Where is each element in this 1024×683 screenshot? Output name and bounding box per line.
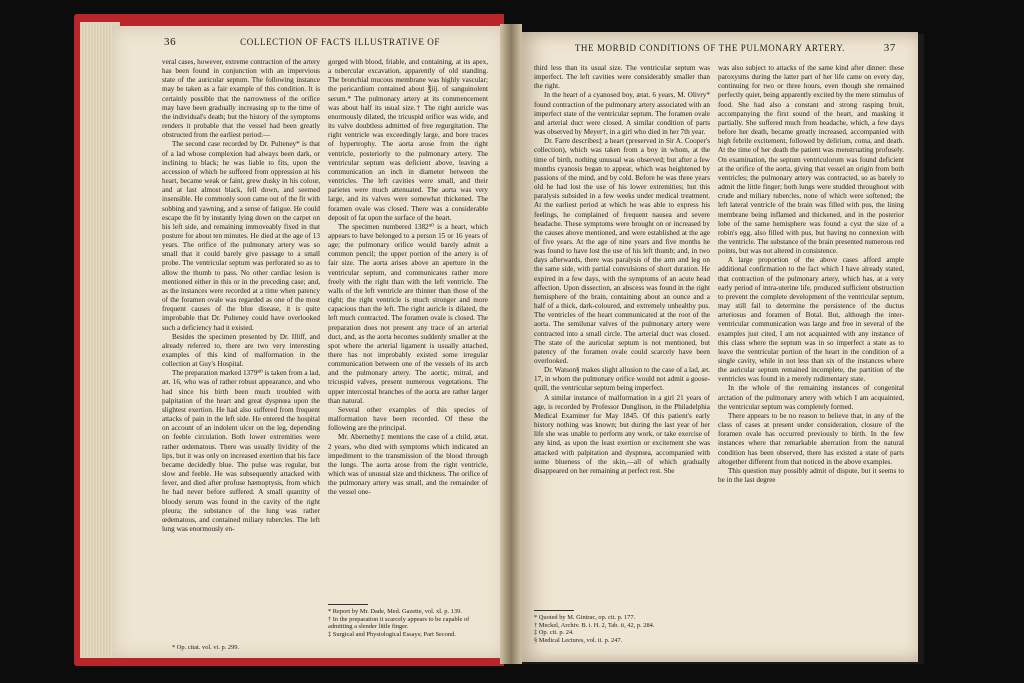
footnote-rule bbox=[328, 604, 368, 605]
book-gutter bbox=[500, 24, 522, 664]
left-column-1 bbox=[162, 58, 320, 646]
right-column-2 bbox=[718, 64, 904, 652]
paragraph: Mr. Abernethy‡ mentions the case of a child, ætat. 2 years, who died with symptoms which indicated an impediment to the transmission of the blood through the lungs. The aorta arose from the right ventricle, which was of unusual size and thickness. The orifice of the pulmonary artery was small, and the remainder of the vessel one- bbox=[328, 433, 488, 497]
left-column-2 bbox=[328, 58, 488, 598]
footnote: † In the preparation it scarcely appears to be capable of admitting a slender little finger. bbox=[328, 615, 470, 631]
right-running-title: THE MORBID CONDITIONS OF THE PULMONARY ARTERY. bbox=[574, 43, 845, 53]
left-page-number: 36 bbox=[164, 36, 177, 48]
footnote: ‡ Surgical and Physiological Essays; Part Second. bbox=[328, 630, 456, 638]
left-footnotes-col2 bbox=[328, 608, 488, 638]
footnote: † Meckel, Archiv. B. i. H. 2, Tab. ii, 42, p. 284. bbox=[534, 621, 655, 629]
paragraph: A large proportion of the above cases afford ample additional confirmation to the fact which I have already stated, that contraction of the pulmonary artery, which has, at a very early period of intra-uterine life, produced sufficient obstruction to prevent the complete development of the ventricular septum, may still fail to determine the persistence of the ductus arteriosus and foramen of Botal. But, although the inter-ventricular communication was large and free in several of the examples just cited, I am not acquainted with any instance of this class where the septum was in so imperfect a state as to leave the ventricular portion of the heart in the condition of a single cavity, while in not less than six of the instances where the auricular septum remained incomplete, the partition of the ventricles was found in a merely rudimentary state. bbox=[718, 256, 904, 384]
paragraph: Dr. Farre describes‡ a heart (preserved in Sir A. Cooper's collection), which was taken from a boy in whom, at the time of birth, nothing unusual was observed; but after a few months cyanosis began to appear, which was heightened by passions of the mind, and by cold. Before he was three years old he had lost the use of his lower extremities; but this paralysis subsided in a few weeks under medical treatment. At the earliest period at which he was able to express his feelings, he complained of frequent nausea and severe headache. These symptoms were brought on or increased by the causes above mentioned, and were established at the age of five years. At the age of nine years and five months he was found to have lost the use of his left thumb; and, in two days afterwards, there was paralysis of the arm and leg on the same side, with partial convulsions of short duration. He expired in a few days, with the symptoms of an acute head affection. Upon dissection, an abscess was found in the right hemisphere of the brain, containing about an ounce and a half of a thick, dark-coloured, and extremely unhealthy pus. The ventricles of the heart communicated at the root of the aorta. The semilunar valves of the pulmonary artery were contracted into a small circle. The arterial duct was closed. The state of the auricular septum is not mentioned, but patency of the foramen ovale could scarcely have been overlooked. bbox=[534, 137, 710, 365]
paragraph: The second case recorded by Dr. Pulteney* is that of a lad whose complexion had always been dark, or inclining to black; he was liable to fits, upon the accession of which he suffered from oppression at his heart, became weak or faint, grew dusky in his colour, and at last almost black, fell down, and seemed insensible. He commonly soon came out of the fit with sobbing and yawning, and a sense of fatigue. He could escape the fit by instantly lying down on the carpet on his left side, and remaining immoveably fixed in that posture for about ten minutes. He died at the age of 13 years. The orifice of the pulmonary artery was so small that it could barely give passage to a small probe. The ventricular septum was perforated so as to allow the thumb to pass. No other cardiac lesion is mentioned either in this or in the preceding case; and, as the instances were recorded at a time when patency of the foramen ovale was regarded as one of the most frequent causes of the blue disease, it is quite improbable that Dr. Pulteney could have overlooked such a deficiency had it existed. bbox=[162, 140, 320, 332]
left-footnote-col1 bbox=[172, 644, 322, 652]
paragraph: In the heart of a cyanosed boy, ætat. 6 years, M. Olivry* found contraction of the pulmonary artery associated with an imperfect state of the ventricular septum. The foramen ovale and arterial duct were closed. A similar condition of parts was observed by Meyer†, in a girl who died in her 7th year. bbox=[534, 91, 710, 137]
footnote-rule bbox=[534, 610, 574, 611]
paragraph: This question may possibly admit of dispute, but it seems to be in the last degree bbox=[718, 466, 904, 485]
open-book bbox=[72, 14, 922, 666]
paragraph: The preparation marked 1379⁸⁰ is taken from a lad, æt. 16, who was of rather robust appearance, and who had since his birth been much troubled with palpitation of the heart and great dyspnœa upon the slightest exertion. He had also suffered from frequent attacks of pain in the left side. He entered the hospital on account of an indolent ulcer on the leg, depending on feeble circulation. Both lower extremities were rather œdematous. There was usually lividity of the lips, but it was only on increased exertion that his face became decidedly blue. The pulse was regular, but slow and feeble. He was subsequently attacked with fever, and died after profuse hæmoptysis, from which he had never before suffered. A small quantity of bloody serum was found in the cavity of the right pleura; the substance of the lung was rather œdematous, and contained miliary tubercles. The left lung was enormously en- bbox=[162, 369, 320, 533]
paragraph: There appears to be no reason to believe that, in any of the class of cases at present under consideration, closure of the foramen ovale has occurred previously to birth. In the few instances where that remarkable aberration from the natural condition has been observed, there has existed a state of parts altogether different from that noticed in the above examples. bbox=[718, 411, 904, 466]
paragraph: was also subject to attacks of the same kind after dinner: these paroxysms during the latter part of her life came on every day, continuing for two or three hours, even though she remained perfectly quiet, being apparently excited by the mere stimulus of food. She had also a constant and strong rasping bruit, accompanying the first sound of the heart, and masking it partially. She suffered much from headache, which, a few days before her death, became greatly increased, accompanied with high febrile excitement, followed by delirium, coma, and death. At the time of her death the patient was menstruating profusely. On examination, the septum ventriculorum was found deficient at the orifice of the aorta, giving that vessel an origin from both ventricles; the pulmonary artery was contracted, so as barely to admit the little finger; both lungs were studded throughout with crude and miliary tubercles, none of which were softened; the left lateral ventricle of the brain was filled with pus, the lining membrane being inflamed and thickened, and in the posterior lobe of the same hemisphere was found a cyst the size of a robin's egg, also filled with pus, but having no connexion with the ventricle. The substance of the brain presented numerous red points, but was not altered in consistence. bbox=[718, 64, 904, 256]
paragraph: The specimen numbered 1382⁹⁰ is a heart, which appears to have belonged to a person 15 or 16 years of age; the pulmonary orifice would barely admit a common pencil; the upper portion of the artery is of fair size. The aorta arises above an aperture in the ventricular septum, and communicates rather more freely with the right than with the left ventricle. The walls of the left ventricle are thinner than those of the right; the right ventricle is much stronger and more capacious than the left. The right auricle is dilated, the left much contracted. The foramen ovale is closed. The preparation does not present any trace of an arterial duct, and, as the aorta becomes suddenly smaller at the spot where the arterial ligament is usually attached, there has not improbably existed some irregular communication between one of the vessels of its arch and the pulmonary artery. The aortic, mitral, and tricuspid valves, present numerous vegetations. The upper intercostal branches of the aorta are rather larger than natural. bbox=[328, 222, 488, 405]
footnote: * Op. citat. vol. vi. p. 299. bbox=[172, 644, 240, 651]
footnote: § Medical Lectures, vol. ii. p. 247. bbox=[534, 636, 623, 644]
paragraph: veral cases, however, extreme contraction of the artery has been found in conjunction with an impervious state of the auricular septum. The following instance may be taken as a fair example of this condition. It is certainly possible that the narrowness of the orifice may have been gradually increasing up to the time of the individual's death; but the history of the symptoms renders it probable that the vessel had been greatly obstructed from the earliest period:— bbox=[162, 58, 320, 140]
right-page-number: 37 bbox=[883, 42, 896, 54]
paragraph: gorged with blood, friable, and containing, at its apex, a tubercular excavation, apparently of old standing. The bronchial mucous membrane was highly vascular; the pericardium contained about ℥iij. of sanguinolent serum.* The pulmonary artery at its commencement was about half its usual size.† The right auricle was enormously dilated, the tricuspid orifice was wide, and its valve doubtless admitted of free regurgitation. The right ventricle was exceedingly large, and bore traces of hypertrophy. The aorta arose from the right ventricle, posteriorly to the pulmonary artery. The ventricular septum was deficient above, leaving a communication an inch in diameter between the ventricles. The left cavities were small, and their parietes were much attenuated. The aorta was very large, and its valves were somewhat thickened. The foramen ovale was closed. There was a considerable deposit of fat upon the surface of the heart. bbox=[328, 58, 488, 222]
right-running-head bbox=[536, 42, 896, 56]
paragraph: third less than its usual size. The ventricular septum was imperfect. The left cavities were considerably smaller than the right. bbox=[534, 64, 710, 91]
paragraph: Dr. Watson§ makes slight allusion to the case of a lad, æt. 17, in whom the pulmonary orifice would not admit a goose-quill, the ventricular septum being imperfect. bbox=[534, 366, 710, 393]
footnote: ‡ Op. cit. p. 24. bbox=[534, 629, 574, 637]
paragraph: A similar instance of malformation in a girl 21 years of age, is recorded by Professor Dunglison, in the Philadelphia Medical Examiner for May 1845. Of this patient's early history nothing was known; but during the last year of her life she was unable to perform any work, or take exercise of any kind, as upon the least exertion or excitement she was attacked with palpitation and dyspnœa, accompanied with some blueness of the skin,—all of which gradually disappeared on her remaining at perfect rest. She bbox=[534, 393, 710, 475]
left-running-head bbox=[164, 36, 504, 50]
right-page bbox=[518, 32, 918, 662]
paragraph: Besides the specimen presented by Dr. Illiff, and already referred to, there are two very interesting examples of this kind of malformation in the collection at Guy's Hospital. bbox=[162, 332, 320, 369]
paragraph: In the whole of the remaining instances of congenital arctation of the pulmonary artery with which I am acquainted, the ventricular septum was completely formed. bbox=[718, 384, 904, 411]
footnote: * Quoted by M. Gintrac, op. cit. p. 177. bbox=[534, 614, 636, 621]
right-column-1 bbox=[534, 64, 710, 604]
right-footnotes-col1 bbox=[534, 614, 710, 644]
left-page bbox=[112, 26, 506, 658]
left-running-title: COLLECTION OF FACTS ILLUSTRATIVE OF bbox=[240, 37, 441, 47]
footnote: * Report by Mr. Dade, Med. Gazette, vol. xl. p. 139. bbox=[328, 608, 462, 615]
paragraph: Several other examples of this species of malformation have been recorded. Of these the following are the principal. bbox=[328, 405, 488, 433]
